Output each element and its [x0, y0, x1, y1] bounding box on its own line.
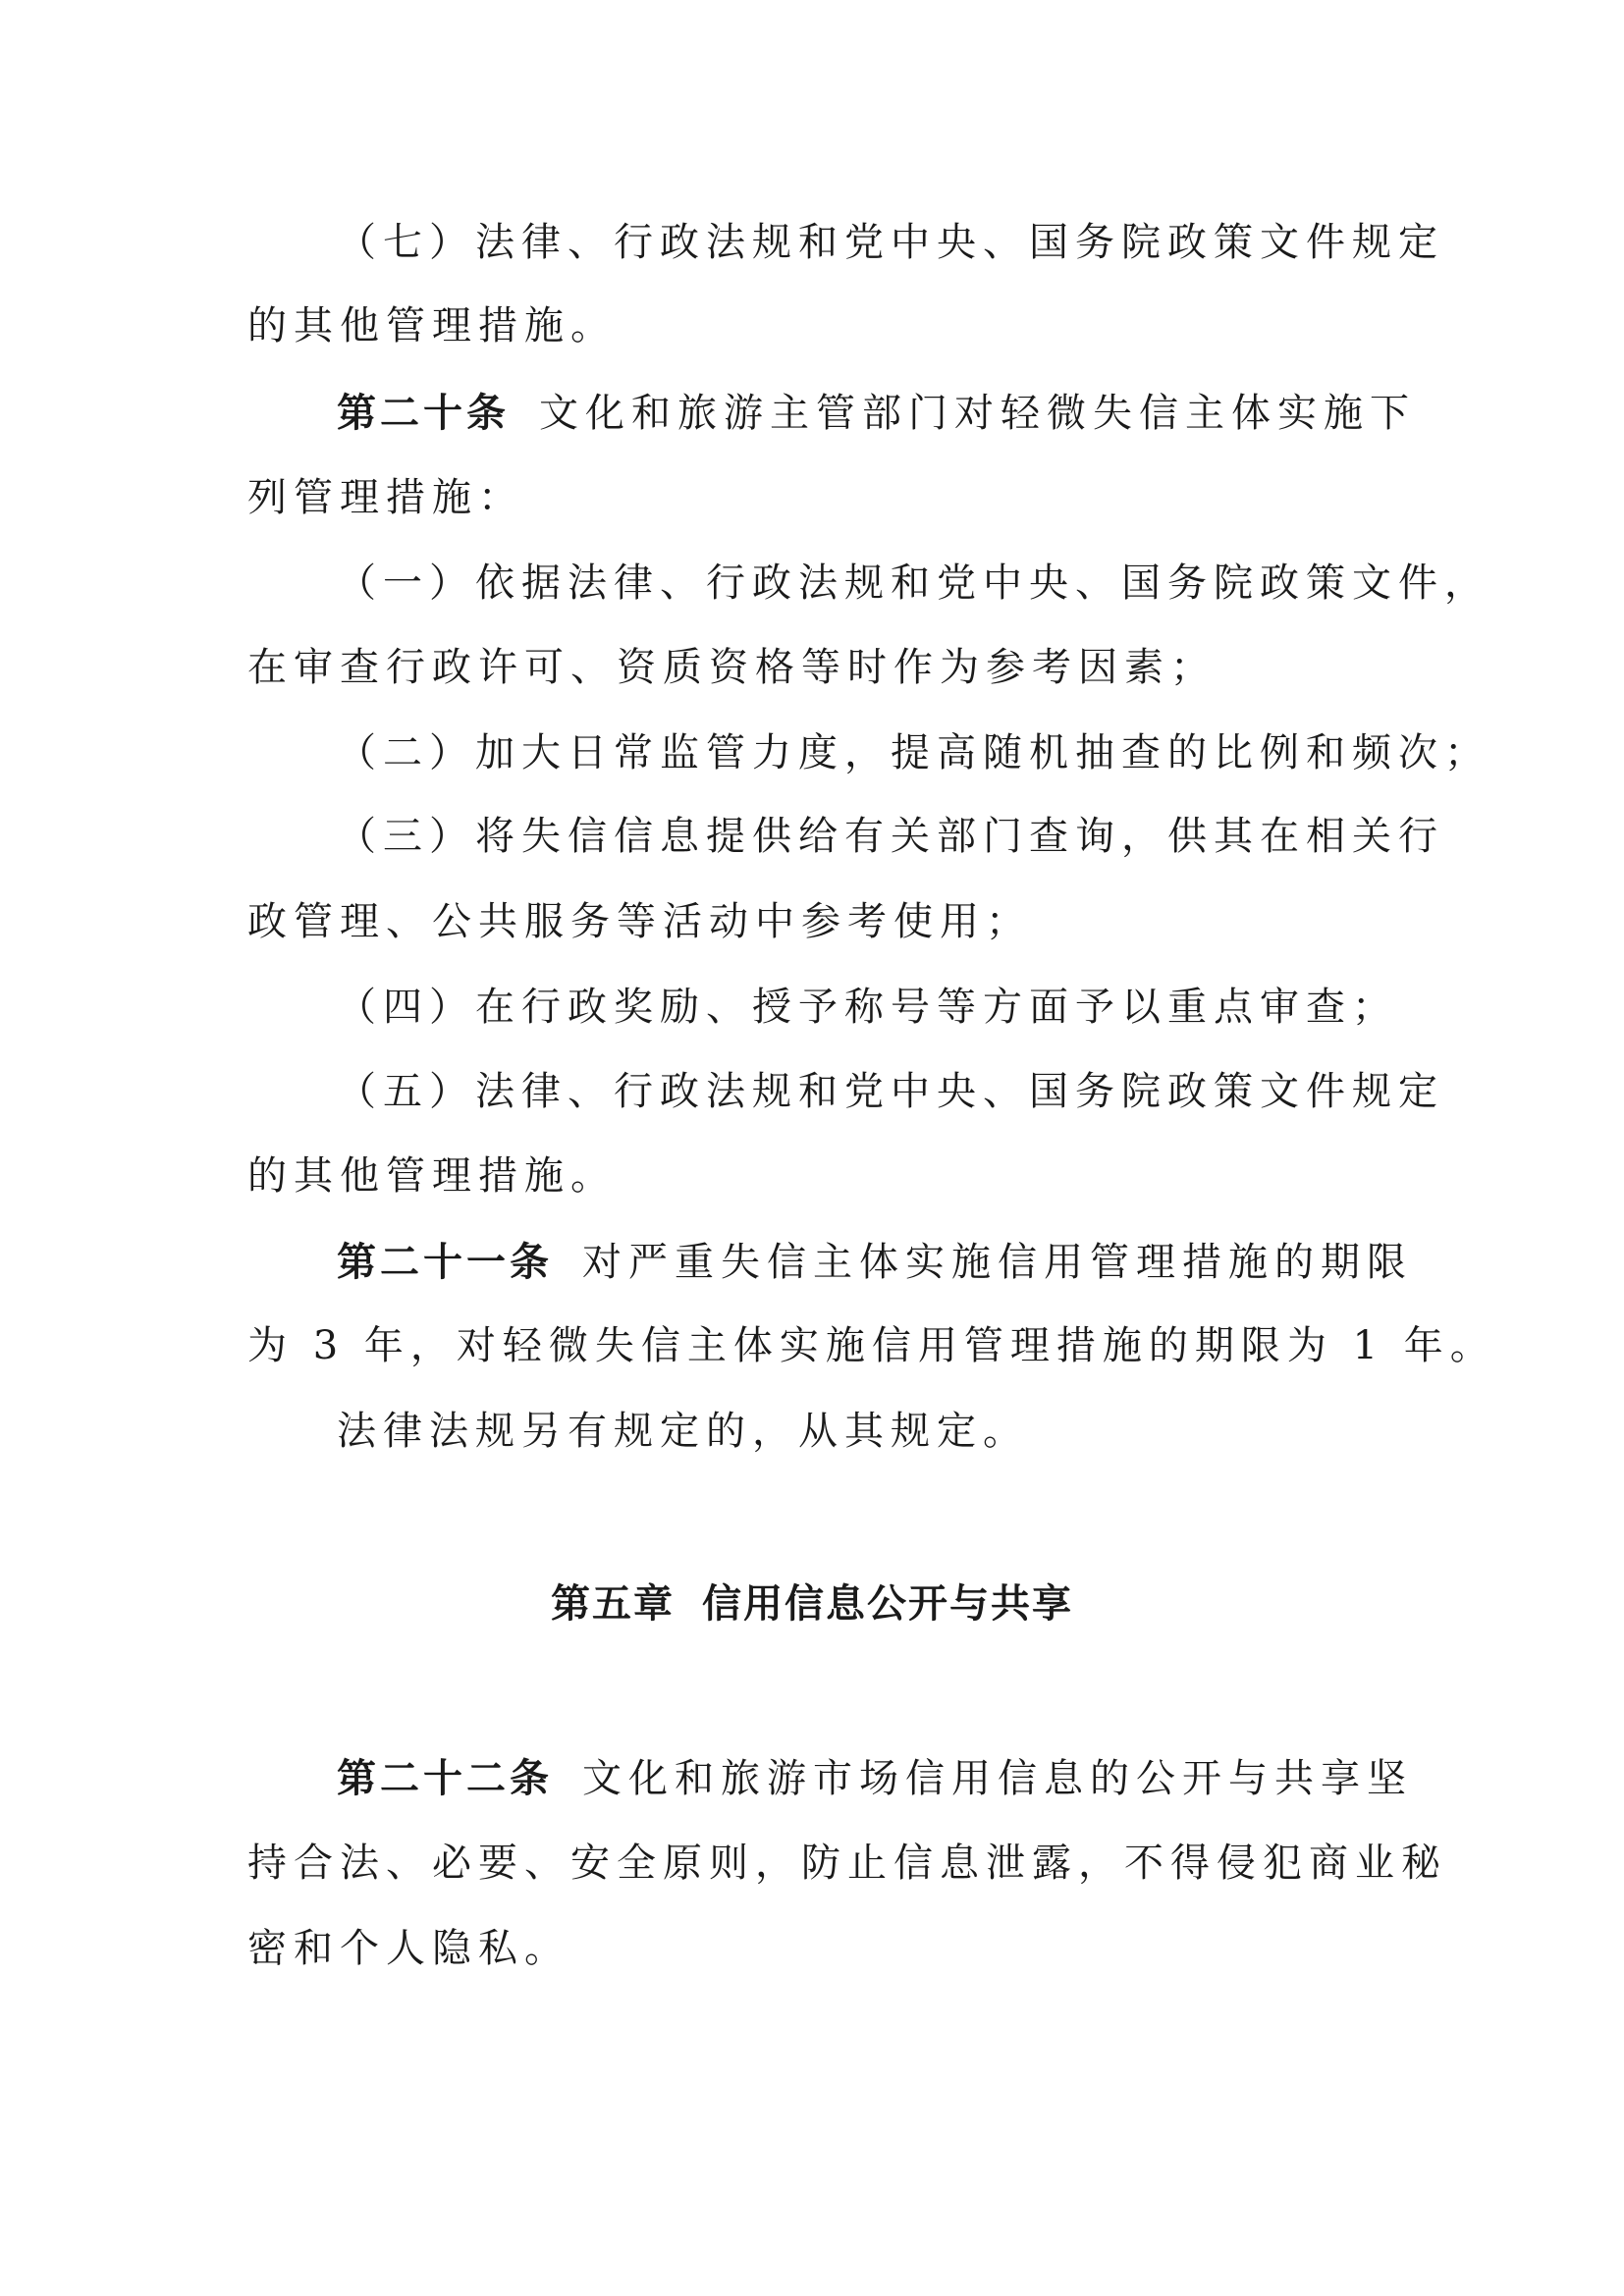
art20-item5-line2: 的其他管理措施。: [247, 1153, 617, 1199]
art20-item1-line1: （一）依据法律、行政法规和党中央、国务院政策文件，: [337, 561, 1490, 606]
chapter-heading: [0, 1575, 1624, 1633]
article-21-line2: 为 3 年，对轻微失信主体实施信用管理措施的期限为 1 年。: [247, 1323, 1496, 1368]
article-21-text: 对严重失信主体实施信用管理措施的期限: [582, 1240, 1413, 1285]
article-20-label: 第二十条: [337, 391, 510, 436]
article-22-line2: 持合法、必要、安全原则，防止信息泄露，不得侵犯商业秘: [247, 1841, 1447, 1886]
art20-item5-line1: （五）法律、行政法规和党中央、国务院政策文件规定: [337, 1069, 1444, 1114]
art20-item3-line1: （三）将失信信息提供给有关部门查询，供其在相关行: [337, 814, 1444, 859]
chapter-title: 信用信息公开与共享: [702, 1581, 1073, 1627]
article-22-text: 文化和旅游市场信用信息的公开与共享坚: [582, 1756, 1413, 1801]
art20-item4: （四）在行政奖励、授予称号等方面予以重点审查；: [337, 985, 1398, 1030]
article-20-first-line: [337, 384, 1416, 443]
article-22-label: 第二十二条: [337, 1756, 553, 1801]
article-21-label: 第二十一条: [337, 1240, 553, 1285]
art20-item2: （二）加大日常监管力度，提高随机抽查的比例和频次；: [337, 730, 1490, 775]
article-21-first-line: [337, 1233, 1413, 1292]
chapter-number: 第五章: [551, 1581, 675, 1627]
item7-line1: （七）法律、行政法规和党中央、国务院政策文件规定: [337, 220, 1444, 265]
article-21-line3: 法律法规另有规定的，从其规定。: [337, 1409, 1029, 1454]
art20-item1-line2: 在审查行政许可、资质资格等时作为参考因素；: [247, 645, 1217, 690]
article-20-line2: 列管理措施：: [247, 475, 524, 520]
art20-item3-line2: 政管理、公共服务等活动中参考使用；: [247, 899, 1032, 944]
article-22-first-line: [337, 1749, 1413, 1808]
item7-line2: 的其他管理措施。: [247, 303, 617, 348]
article-20-text: 文化和旅游主管部门对轻微失信主体实施下: [539, 391, 1416, 436]
article-22-line3: 密和个人隐私。: [247, 1926, 570, 1971]
